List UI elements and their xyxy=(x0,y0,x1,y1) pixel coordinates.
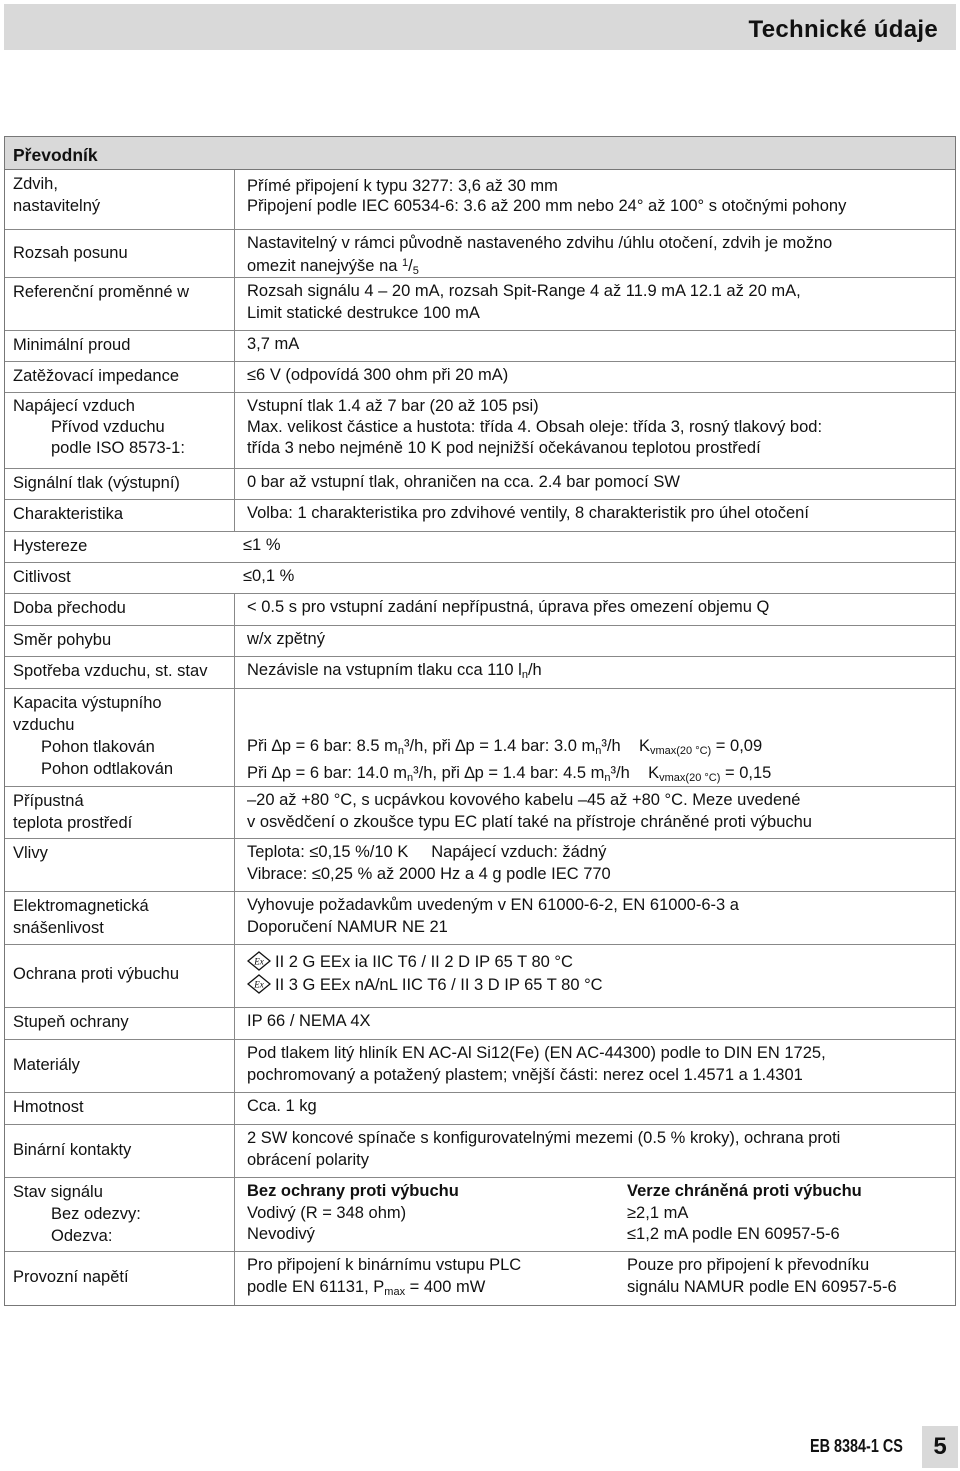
label-line: podle ISO 8573-1: xyxy=(51,439,185,457)
value-text: = 0,09 xyxy=(711,737,763,755)
row-value xyxy=(235,170,955,229)
label-line: snášenlivost xyxy=(13,919,104,937)
value-line: Pod tlakem litý hliník EN AC-Al Si12(Fe) (EN AC-44300) podle to DIN EN 1725, xyxy=(247,1044,826,1062)
row-value xyxy=(235,657,955,688)
row-hmotnost xyxy=(5,1093,955,1125)
row-kapacita xyxy=(5,689,955,787)
svg-text:Ex: Ex xyxy=(254,979,264,990)
column-non-ex xyxy=(247,1255,627,1303)
value-line: omezit nanejvýše na $^1/_5$ xyxy=(247,257,419,277)
row-citlivost xyxy=(5,563,955,594)
subscript: vmax(20 °C) xyxy=(649,745,712,757)
value-line xyxy=(247,974,949,997)
column-heading: Verze chráněná proti výbuchu xyxy=(627,1182,862,1200)
value-line: obrácení polarity xyxy=(247,1150,369,1169)
label-line: vzduchu xyxy=(13,716,75,734)
row-label xyxy=(5,945,235,1007)
ex-atex-icon xyxy=(247,951,271,971)
row-value xyxy=(235,945,955,1007)
fraction-denominator: 5 xyxy=(412,265,419,277)
row-label: Signální tlak (výstupní) xyxy=(5,469,235,499)
value-text: Nezávisle na vstupním tlaku cca 110 l xyxy=(247,661,522,679)
value-line: v osvědčení o zkoušce typu EC platí také na přístroje chráněné proti výbuchu xyxy=(247,812,812,831)
value-line: Vstupní tlak 1.4 až 7 bar (20 až 105 psi) xyxy=(247,397,539,415)
row-value: 0 bar až vstupní tlak, ohraničen na cca. 2.4 bar pomocí SW xyxy=(247,473,680,491)
capacity-line-pressurized xyxy=(247,736,949,763)
value-line: Připojení podle IEC 60534-6: 3.6 až 200 mm nebo 24° až 100° s otočnými pohony xyxy=(247,197,847,215)
column-non-ex xyxy=(247,1181,627,1249)
value-line: Limit statické destrukce 100 mA xyxy=(247,303,480,322)
svg-text:Ex: Ex xyxy=(254,956,264,967)
label-line: Materiály xyxy=(13,1056,80,1074)
row-value xyxy=(235,1178,955,1251)
row-label: Minimální proud xyxy=(5,331,235,361)
row-doba-prechodu xyxy=(5,594,955,626)
row-emc xyxy=(5,892,955,945)
subscript: n xyxy=(407,771,414,784)
row-provozni-napeti xyxy=(5,1252,955,1305)
label-line: Přípustná xyxy=(13,792,84,810)
label-line: Stav signálu xyxy=(13,1183,103,1201)
row-label xyxy=(5,278,235,330)
row-value: ≤1 % xyxy=(243,536,281,554)
value-text: omezit nanejvýše na xyxy=(247,257,403,275)
column-ex xyxy=(627,1181,949,1249)
header-bar xyxy=(4,4,956,50)
row-napajeci-vzduch xyxy=(5,393,955,469)
row-stupen-ochrany xyxy=(5,1008,955,1040)
value-line: třída 3 nebo nejméně 10 K pod nejnižší očekávanou teplotou prostředí xyxy=(247,439,761,457)
row-label xyxy=(5,1125,235,1177)
value-line: Rozsah signálu 4 – 20 mA, rozsah Spit-Range 4 až 11.9 mA 12.1 až 20 mA, xyxy=(247,282,801,300)
value-line: Vodivý (R = 348 ohm) xyxy=(247,1203,407,1222)
row-label xyxy=(5,787,235,838)
row-hystereze xyxy=(5,532,955,563)
row-referencni xyxy=(5,278,955,331)
row-value: w/x zpětný xyxy=(247,630,325,648)
row-smer-pohybu xyxy=(5,626,955,657)
label-line: Ochrana proti výbuchu xyxy=(13,965,180,983)
row-label xyxy=(5,1252,235,1305)
value-text: ³/h, při ∆p = 1.4 bar: 4.5 m xyxy=(413,763,605,782)
row-label xyxy=(5,1040,235,1092)
row-label: Stupeň ochrany xyxy=(5,1008,235,1039)
value-line: Nevodivý xyxy=(247,1225,315,1243)
capacity-line-depressurized xyxy=(247,763,949,790)
label-line: Pohon tlakován xyxy=(41,738,155,756)
row-spotreba-vzduchu xyxy=(5,657,955,689)
value-text: Při ∆p = 6 bar: 8.5 m xyxy=(247,737,398,755)
subscript: n xyxy=(604,771,611,784)
row-value xyxy=(235,1252,955,1305)
row-value xyxy=(235,278,955,330)
label-line: Referenční proměnné w xyxy=(13,283,190,301)
value-text: II 2 G EEx ia IIC T6 / II 2 D IP 65 T 80 °C xyxy=(275,953,573,971)
row-label xyxy=(5,1178,235,1251)
value-line: Přímé připojení k typu 3277: 3,6 až 30 mm xyxy=(247,177,558,195)
row-label xyxy=(5,170,235,229)
row-signalni-tlak xyxy=(5,469,955,500)
value-text: ³/h K xyxy=(610,763,660,782)
value-line: 2 SW koncové spínače s konfigurovatelnými mezemi (0.5 % kroky), ochrana proti xyxy=(247,1129,841,1147)
value-text: = 0,15 xyxy=(720,763,772,782)
row-value xyxy=(235,1125,955,1177)
row-label xyxy=(5,689,235,786)
value-line xyxy=(247,951,949,974)
value-line: Vibrace: ≤0,25 % až 2000 Hz a 4 g podle IEC 770 xyxy=(247,864,611,883)
value-line: ≥2,1 mA xyxy=(627,1203,689,1222)
spec-table xyxy=(4,136,956,1306)
row-value xyxy=(235,892,955,944)
row-label: Doba přechodu xyxy=(5,594,235,625)
label-line: Elektromagnetická xyxy=(13,897,149,915)
label-line: Provozní napětí xyxy=(13,1268,129,1286)
row-label: Vlivy xyxy=(5,839,235,891)
label-line: Rozsah posunu xyxy=(13,244,128,262)
row-ochrana-vybuchu xyxy=(5,945,955,1008)
row-minimalni-proud xyxy=(5,331,955,362)
row-value: IP 66 / NEMA 4X xyxy=(247,1012,371,1030)
row-label xyxy=(5,393,235,468)
row-impedance xyxy=(5,362,955,393)
value-text: ³/h K xyxy=(601,737,650,755)
label-line: Pohon odtlakován xyxy=(41,760,174,778)
subscript: n xyxy=(595,745,602,757)
row-materialy xyxy=(5,1040,955,1093)
label-line: Přívod vzduchu xyxy=(51,418,165,436)
label-line: Odezva: xyxy=(51,1227,113,1245)
value-line xyxy=(247,1277,627,1304)
value-text: Při ∆p = 6 bar: 14.0 m xyxy=(247,763,408,782)
section-heading: Převodník xyxy=(5,137,955,170)
row-label: Zatěžovací impedance xyxy=(5,362,235,392)
value-text: podle EN 61131, P xyxy=(247,1277,385,1296)
row-value xyxy=(235,787,955,838)
row-rozsah xyxy=(5,230,955,278)
value-line: ≤1,2 mA podle EN 60957-5-6 xyxy=(627,1225,840,1243)
value-text: /h xyxy=(527,661,542,679)
row-value: Cca. 1 kg xyxy=(247,1097,317,1115)
row-value: Volba: 1 charakteristika pro zdvihové ventily, 8 charakteristik pro úhel otočení xyxy=(247,504,809,522)
fraction-numerator: 1 xyxy=(402,257,409,269)
value-line: Pouze pro připojení k převodníku xyxy=(627,1256,870,1274)
label-line: Kapacita výstupního xyxy=(13,694,162,712)
value-line: –20 až +80 °C, s ucpávkou kovového kabelu –45 až +80 °C. Meze uvedené xyxy=(247,791,801,809)
value-text: ³/h, při ∆p = 1.4 bar: 3.0 m xyxy=(404,737,596,755)
value-line: Vyhovuje požadavkům uvedeným v EN 61000-6-2, EN 61000-6-3 a xyxy=(247,896,739,914)
row-charakteristika xyxy=(5,500,955,532)
page-number: 5 xyxy=(922,1426,958,1468)
row-label: Směr pohybu xyxy=(5,626,235,656)
row-label xyxy=(5,892,235,944)
ex-atex-icon xyxy=(247,974,271,994)
subscript: n xyxy=(397,745,404,757)
value-text: = 400 mW xyxy=(405,1277,486,1296)
label-line: Bez odezvy: xyxy=(51,1205,141,1223)
row-value: ≤0,1 % xyxy=(243,567,295,585)
label-line: nastavitelný xyxy=(13,197,101,215)
value-line: Teplota: ≤0,15 %/10 K Napájecí vzduch: žádný xyxy=(247,843,607,861)
row-label: Hystereze xyxy=(13,537,88,555)
subscript: max xyxy=(384,1285,406,1298)
page-title: Technické údaje xyxy=(748,16,938,43)
row-vlivy xyxy=(5,839,955,892)
row-value xyxy=(235,689,955,786)
subscript: n xyxy=(521,669,528,681)
column-ex xyxy=(627,1255,949,1303)
row-value xyxy=(235,1040,955,1092)
label-line: Napájecí vzduch xyxy=(13,397,135,415)
row-label: Spotřeba vzduchu, st. stav xyxy=(5,657,235,688)
value-line: Max. velikost částice a hustota: třída 4. Obsah oleje: třída 3, rosný tlakový bod: xyxy=(247,418,823,436)
row-binarni-kontakty xyxy=(5,1125,955,1178)
row-value: ≤6 V (odpovídá 300 ohm při 20 mA) xyxy=(247,366,509,384)
value-line: pochromovaný a potažený plastem; vnější části: nerez ocel 1.4571 a 1.4301 xyxy=(247,1065,803,1084)
row-value xyxy=(235,839,955,891)
row-value xyxy=(235,393,955,468)
row-label: Charakteristika xyxy=(5,500,235,531)
row-value xyxy=(235,230,955,277)
value-line: Doporučení NAMUR NE 21 xyxy=(247,917,448,936)
row-value: 3,7 mA xyxy=(247,335,300,353)
row-value: < 0.5 s pro vstupní zadání nepřípustná, úprava přes omezení objemu Q xyxy=(247,598,770,616)
value-line: Pro připojení k binárnímu vstupu PLC xyxy=(247,1256,522,1274)
label-line: teplota prostředí xyxy=(13,814,133,832)
subscript: vmax(20 °C) xyxy=(659,771,721,784)
value-text: II 3 G EEx nA/nL IIC T6 / II 3 D IP 65 T 80 °C xyxy=(275,976,603,994)
column-heading: Bez ochrany proti výbuchu xyxy=(247,1182,459,1200)
label-line: Zdvih, xyxy=(13,175,58,193)
row-label: Hmotnost xyxy=(5,1093,235,1124)
label-line: Binární kontakty xyxy=(13,1141,132,1159)
row-stav-signalu xyxy=(5,1178,955,1252)
row-label xyxy=(5,230,235,277)
value-line: signálu NAMUR podle EN 60957-5-6 xyxy=(627,1277,897,1296)
row-zdvih xyxy=(5,170,955,230)
row-label: Citlivost xyxy=(13,568,71,586)
value-line: Nastavitelný v rámci původně nastaveného zdvihu /úhlu otočení, zdvih je možno xyxy=(247,234,833,252)
document-code: EB 8384-1 CS xyxy=(810,1436,903,1456)
row-teplota-prostredi xyxy=(5,787,955,839)
